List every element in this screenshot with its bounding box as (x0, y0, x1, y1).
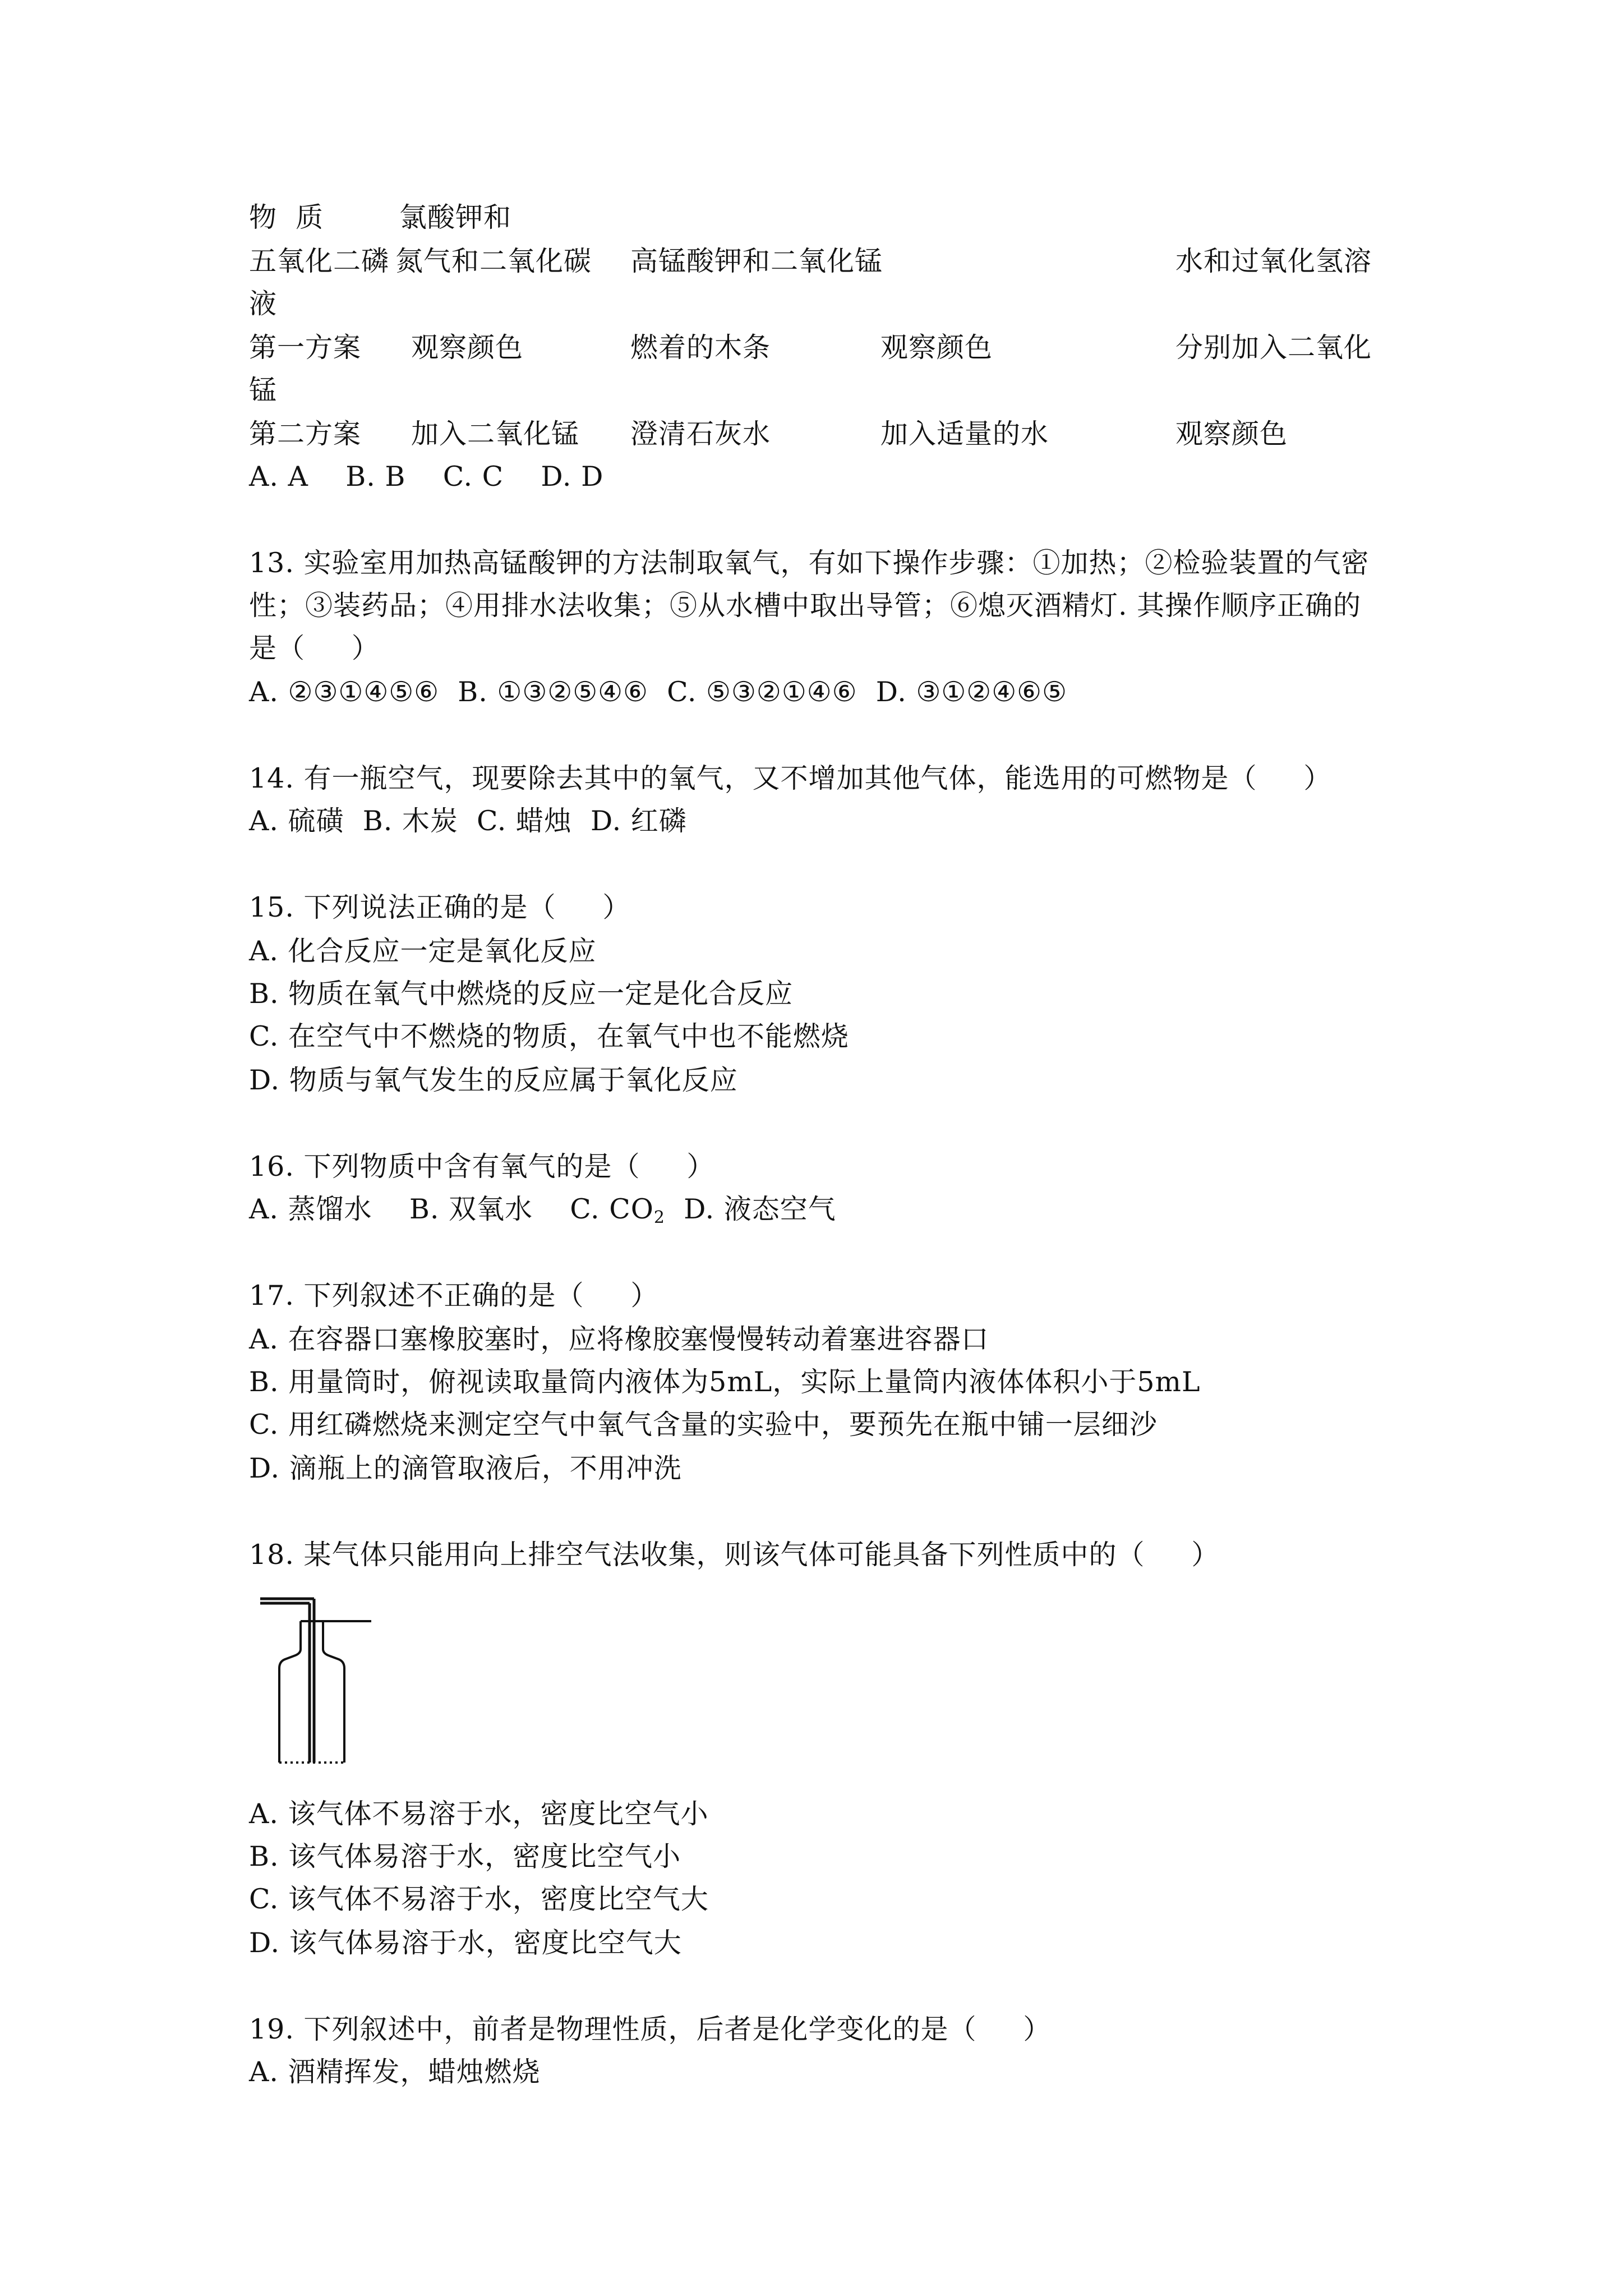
option-d: D. 该气体易溶于水，密度比空气大 (249, 1927, 682, 1959)
table-cell: 物 质 (249, 201, 324, 233)
table-cell: 分别加入二氧化 (1175, 332, 1372, 364)
table-cell: 第一方案 (249, 332, 362, 364)
option-b: B. 该气体易溶于水，密度比空气小 (249, 1841, 681, 1872)
question-stem: 性；③装药品；④用排水法收集；⑤从水槽中取出导管；⑥熄灭酒精灯. 其操作顺序正确的 (249, 590, 1362, 622)
option-d: D. 物质与氧气发生的反应属于氧化反应 (249, 1064, 738, 1096)
gas-bottle-figure (253, 1584, 377, 1775)
table-cell: 五氧化二磷 (249, 245, 390, 277)
question-stem: 18. 某气体只能用向上排空气法收集，则该气体可能具备下列性质中的（ ） (249, 1539, 1220, 1571)
question-options: A. A B. B C. C D. D (249, 461, 604, 493)
table-cell: 水和过氧化氢溶 (1175, 245, 1372, 277)
table-cell: 燃着的木条 (630, 332, 771, 364)
option-b: B. 物质在氧气中燃烧的反应一定是化合反应 (249, 978, 794, 1010)
option-c: C. 在空气中不燃烧的物质，在氧气中也不能燃烧 (249, 1020, 849, 1052)
subscript: 2 (653, 1208, 665, 1227)
option-a: A. 在容器口塞橡胶塞时，应将橡胶塞慢慢转动着塞进容器口 (249, 1323, 989, 1355)
option-c: C. 用红磷燃烧来测定空气中氧气含量的实验中，要预先在瓶中铺一层细沙 (249, 1409, 1158, 1441)
question-options: A. 硫磺 B. 木炭 C. 蜡烛 D. 红磷 (249, 805, 687, 837)
option-c: C. 该气体不易溶于水，密度比空气大 (249, 1883, 709, 1915)
question-stem: 16. 下列物质中含有氧气的是（ ） (249, 1151, 715, 1182)
delivery-tube (260, 1599, 314, 1763)
option-d: D. 滴瓶上的滴管取液后，不用冲洗 (249, 1452, 682, 1484)
table-cell: 观察颜色 (880, 332, 993, 364)
question-stem: 14. 有一瓶空气，现要除去其中的氧气，又不增加其他气体，能选用的可燃物是（ ） (249, 762, 1332, 794)
option-a: A. 酒精挥发，蜡烛燃烧 (249, 2056, 541, 2088)
table-cell: 观察颜色 (1175, 418, 1288, 450)
question-options (249, 1193, 836, 1235)
question-stem: 17. 下列叙述不正确的是（ ） (249, 1280, 659, 1312)
table-cell: 澄清石灰水 (630, 418, 771, 450)
table-cell: 液 (249, 288, 278, 320)
option-a: A. 化合反应一定是氧化反应 (249, 935, 597, 967)
option-b: B. 用量筒时，俯视读取量筒内液体为5mL，实际上量筒内液体体积小于5mL (249, 1366, 1201, 1398)
table-cell: 第二方案 (249, 418, 362, 450)
option-a: A. 该气体不易溶于水，密度比空气小 (249, 1798, 709, 1830)
table-cell: 锰 (249, 374, 278, 406)
question-stem: 13. 实验室用加热高锰酸钾的方法制取氧气，有如下操作步骤：①加热；②检验装置的气密 (249, 547, 1370, 579)
options-text: D. 液态空气 (665, 1193, 836, 1225)
question-stem: 15. 下列说法正确的是（ ） (249, 891, 631, 923)
bottle-stopper (301, 1621, 371, 1638)
table-cell: 氯酸钾和 (399, 201, 512, 233)
table-cell: 观察颜色 (411, 332, 524, 364)
options-text: A. 蒸馏水 B. 双氧水 C. CO (249, 1193, 654, 1225)
bottle (279, 1638, 344, 1763)
question-stem: 是（ ） (249, 632, 380, 664)
question-options: A. ②③①④⑤⑥ B. ①③②⑤④⑥ C. ⑤③②①④⑥ D. ③①②④⑥⑤ (249, 676, 1068, 708)
table-cell: 加入二氧化锰 (411, 418, 580, 450)
table-cell: 氮气和二氧化碳 (395, 245, 592, 277)
table-cell: 加入适量的水 (880, 418, 1049, 450)
question-stem: 19. 下列叙述中，前者是物理性质，后者是化学变化的是（ ） (249, 2013, 1052, 2045)
table-cell: 高锰酸钾和二氧化锰 (630, 245, 883, 277)
